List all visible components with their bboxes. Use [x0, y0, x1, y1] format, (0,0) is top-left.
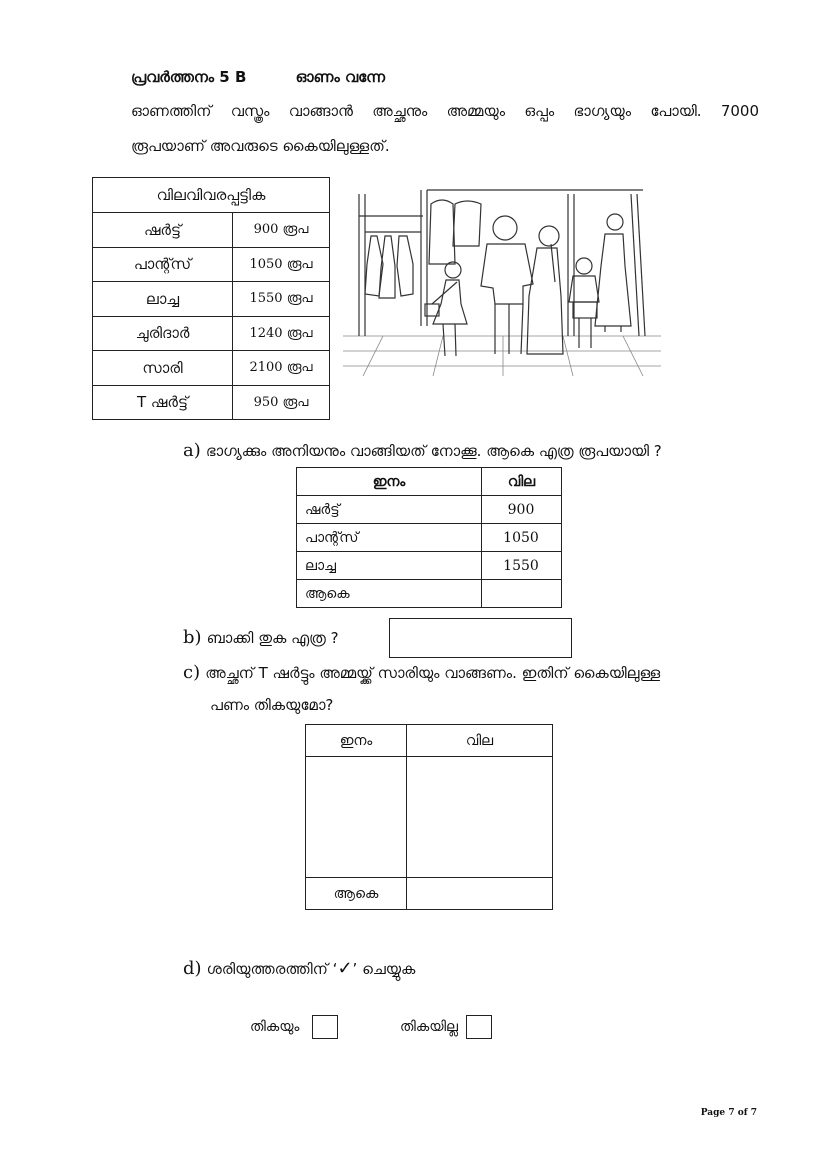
question-a-label: a) — [183, 440, 201, 461]
price-row — [93, 247, 330, 282]
question-b-label: b) — [183, 627, 202, 648]
column-header-price: വില — [407, 725, 553, 757]
table-row — [297, 496, 562, 524]
price-answer-cell[interactable] — [407, 757, 553, 878]
price-item: T ഷർട്ട് — [93, 385, 233, 420]
shop-window-frames — [359, 190, 645, 336]
check-mark-icon: ✓ — [337, 958, 353, 979]
item-cell: പാന്റ്സ് — [297, 524, 482, 552]
option-not-enough-checkbox[interactable] — [466, 1015, 492, 1039]
question-c-label: c) — [183, 662, 201, 683]
total-label-cell: ആകെ — [297, 580, 482, 608]
column-header-item: ഇനം — [297, 468, 482, 496]
table-row — [297, 552, 562, 580]
price-row — [93, 213, 330, 248]
question-a-text: ഭാഗ്യക്കും അനിയനും വാങ്ങിയത് നോക്കൂ. ആകെ എത്ര രൂപയായി ? — [205, 442, 662, 460]
price-item: ഷർട്ട് — [93, 213, 233, 248]
price-item: പാന്റ്സ് — [93, 247, 233, 282]
price-value: 1050 രൂപ — [233, 247, 330, 282]
price-value: 900 രൂപ — [233, 213, 330, 248]
total-pages: 7 — [750, 1108, 757, 1118]
option-not-enough-label: തികയില്ല — [400, 1019, 458, 1035]
price-cell: 1550 — [482, 552, 562, 580]
family-shopping-illustration — [343, 186, 661, 376]
hanging-clothes — [365, 200, 481, 298]
page-number — [701, 1108, 757, 1118]
price-list-title: വിലവിവരപ്പട്ടിക — [93, 178, 330, 213]
activity-number: പ്രവർത്തനം 5 B — [131, 68, 247, 86]
option-enough-label: തികയും — [250, 1019, 300, 1035]
floor-tiles — [343, 336, 661, 376]
price-item: സാരി — [93, 351, 233, 386]
price-value: 1240 രൂപ — [233, 316, 330, 351]
option-enough-checkbox[interactable] — [312, 1015, 338, 1039]
price-list-table — [92, 177, 330, 420]
girl-figure — [425, 262, 467, 356]
table-row — [297, 580, 562, 608]
question-a-table — [296, 467, 562, 608]
option-not-enough — [400, 1015, 492, 1039]
activity-heading — [131, 68, 385, 86]
activity-title: ഓണം വന്നേ — [295, 68, 386, 86]
price-value: 2100 രൂപ — [233, 351, 330, 386]
intro-text-line-2: രൂപയാണ് അവരുടെ കൈയിലുള്ളത്. — [131, 137, 390, 155]
balance-answer-box[interactable] — [389, 618, 572, 658]
price-row — [93, 282, 330, 317]
question-c-text-line-1: അച്ഛന് T ഷർട്ടും അമ്മയ്ക്ക് സാരിയും വാങ്ങണം. ഇതിന് കൈയിലുള്ള — [205, 664, 661, 682]
question-c-text-line-2: പണം തികയുമോ? — [210, 696, 334, 714]
item-answer-cell[interactable] — [306, 757, 407, 878]
question-c-table — [305, 724, 553, 910]
price-row — [93, 385, 330, 420]
total-label-cell: ആകെ — [306, 878, 407, 910]
price-cell: 1050 — [482, 524, 562, 552]
question-c — [183, 662, 660, 683]
table-row — [297, 524, 562, 552]
question-b-text: ബാക്കി തുക എത്ര ? — [206, 629, 339, 647]
item-cell: ഷർട്ട് — [297, 496, 482, 524]
intro-text-line-1: ഓണത്തിന് വസ്ത്രം വാങ്ങാൻ അച്ഛനും അമ്മയും ഒപ്പം ഭാഗ്യയും പോയി. 7000 — [131, 102, 759, 120]
total-answer-cell[interactable] — [407, 878, 553, 910]
column-header-price: വില — [482, 468, 562, 496]
option-enough — [250, 1015, 338, 1039]
column-header-item: ഇനം — [306, 725, 407, 757]
item-cell: ലാച്ച — [297, 552, 482, 580]
total-answer-cell[interactable] — [482, 580, 562, 608]
question-d-text-before: ശരിയുത്തരത്തിന് ‘ — [206, 960, 338, 978]
of-label: of — [737, 1108, 748, 1118]
table-row — [306, 757, 553, 878]
table-row — [306, 878, 553, 910]
question-a — [183, 440, 662, 461]
mother-figure — [527, 226, 563, 354]
question-d — [183, 958, 415, 979]
price-value: 950 രൂപ — [233, 385, 330, 420]
price-cell: 900 — [482, 496, 562, 524]
price-value: 1550 രൂപ — [233, 282, 330, 317]
mannequin-figure — [595, 214, 631, 332]
price-row — [93, 351, 330, 386]
question-b — [183, 627, 339, 648]
current-page: 7 — [728, 1108, 735, 1118]
question-d-text-after: ’ ചെയ്യുക — [352, 960, 416, 978]
question-d-label: d) — [183, 958, 202, 979]
price-item: ലാച്ച — [93, 282, 233, 317]
price-row — [93, 316, 330, 351]
page-label: Page — [700, 1108, 726, 1118]
price-item: ചുരിദാർ — [93, 316, 233, 351]
father-figure — [481, 216, 533, 354]
